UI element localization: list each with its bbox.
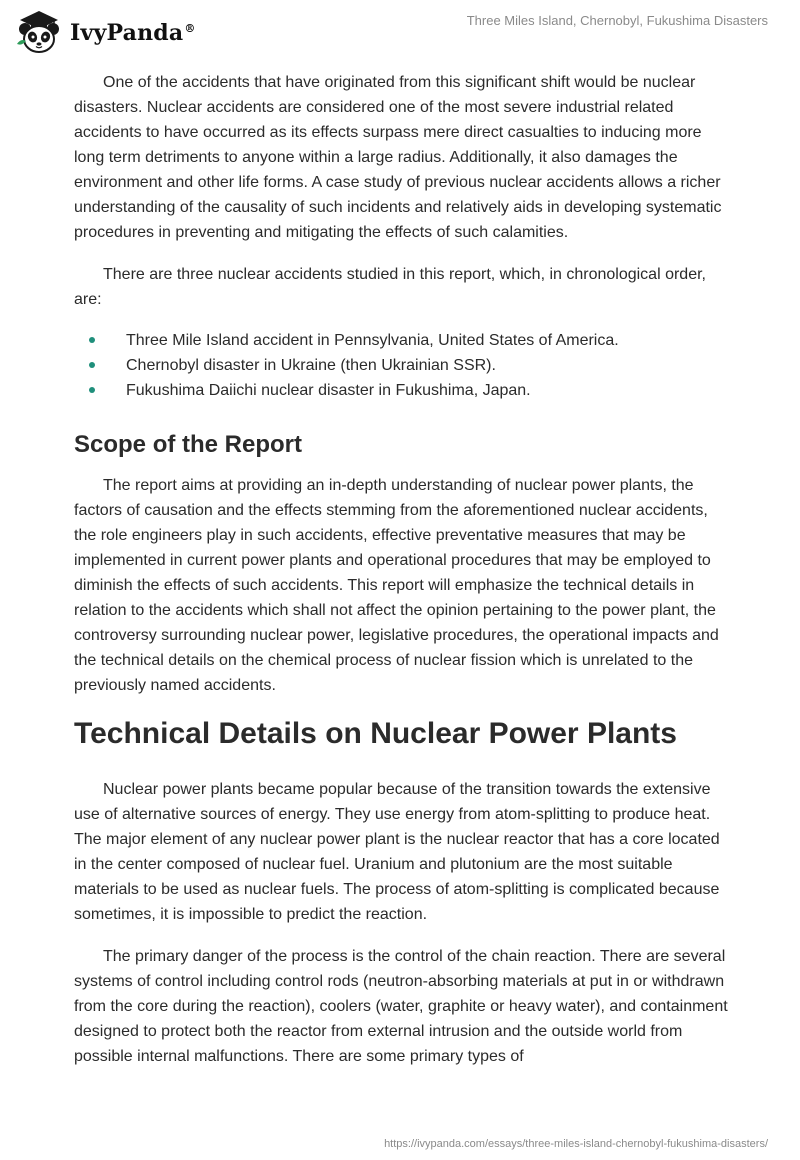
essay-content — [74, 70, 734, 1086]
page-header — [0, 0, 800, 62]
paragraph-power-plants: Nuclear power plants became popular because of the transition towards the extensive use of alternative sources of energy. They use energy from atom-splitting to produce heat. The major element of any nuclear power plant is the nuclear reactor that has a core located in the center composed of nuclear fuel. Uranium and plutonium are the most suitable materials to be used as nuclear fuels. The process of atom-splitting is complicated because sometimes, it is impossible to predict the reaction. — [74, 781, 720, 923]
paragraph-scope: The report aims at providing an in-depth understanding of nuclear power plants, the factors of causation and the effects stemming from the aforementioned nuclear accidents, the role engineers play in such accidents, effective preventative measures that may be implemented in current power plants and operational procedures that may be employed to diminish the effects of such accidents. This report will emphasize the technical details in relation to the accidents which shall not affect the opinion pertaining to the power plant, the controversy surrounding nuclear power, legislative procedures, the operational impacts and the technical details on the chemical process of nuclear fission which is unrelated to the previously named accidents. — [74, 477, 719, 694]
list-item: Chernobyl disaster in Ukraine (then Ukrainian SSR). — [74, 353, 734, 378]
paragraph-accidents-list-intro: There are three nuclear accidents studied in this report, which, in chronological order, are: — [74, 266, 706, 308]
list-item: Three Mile Island accident in Pennsylvania, United States of America. — [74, 328, 734, 353]
bullet-icon — [89, 337, 95, 343]
document-title: Three Miles Island, Chernobyl, Fukushima Disasters — [466, 13, 768, 28]
list-item: Fukushima Daiichi nuclear disaster in Fukushima, Japan. — [74, 378, 734, 403]
brand-name: IvyPanda® — [70, 20, 196, 46]
technical-heading: Technical Details on Nuclear Power Plants — [74, 717, 677, 750]
registered-mark: ® — [184, 21, 196, 35]
bullet-icon — [89, 362, 95, 368]
accidents-list — [74, 328, 734, 403]
scope-heading: Scope of the Report — [74, 431, 303, 458]
paragraph-intro: One of the accidents that have originated from this significant shift would be nuclear disasters. Nuclear accidents are considered one of the most severe industrial related accidents to have occurred as its effects surpass mere direct casualties to inducing more long term detriments to anyone within a large radius. Additionally, it also damages the environment and other life forms. A case study of previous nuclear accidents allows a richer understanding of the causality of such incidents and relatively aids in developing systematic procedures in preventing and mitigating the effects of such calamities. — [74, 74, 722, 241]
ivypanda-logo[interactable] — [14, 8, 196, 56]
paragraph-chain-reaction: The primary danger of the process is the control of the chain reaction. There are several systems of control including control rods (neutron-absorbing materials at put in or withdrawn from the core during the reaction), coolers (water, graphite or heavy water), and containment designed to protect both the reactor from external intrusion and the outside world from possible internal malfunctions. There are some primary types of — [74, 948, 728, 1065]
panda-graduate-icon — [14, 8, 64, 56]
bullet-icon — [89, 387, 95, 393]
source-url[interactable]: https://ivypanda.com/essays/three-miles-island-chernobyl-fukushima-disasters/ — [384, 1138, 768, 1150]
